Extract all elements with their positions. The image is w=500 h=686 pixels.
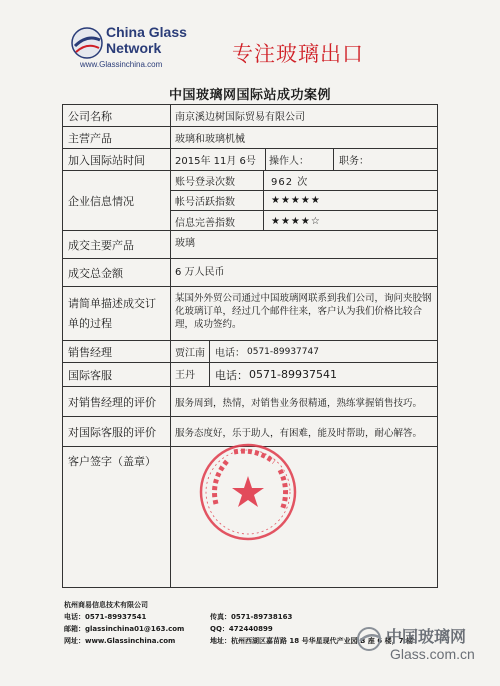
sales-eval-label: 对销售经理的评价 xyxy=(63,387,171,416)
footer-fax: 传真：0571-89738163 xyxy=(210,613,293,621)
row-products xyxy=(63,127,437,149)
company-value: 南京溪边树国际贸易有限公司 xyxy=(175,112,305,123)
divider xyxy=(333,149,334,170)
deal-amount-value: 6 万人民币 xyxy=(175,267,225,278)
join-value: 2015年 11月 6号 xyxy=(175,156,256,167)
document-title: 中国玻璃网国际站成功案例 xyxy=(168,88,331,103)
sales-manager-phone: 0571-89937747 xyxy=(247,346,319,357)
row-join-time xyxy=(63,149,437,171)
info-row-completeness xyxy=(171,211,437,231)
sales-manager-label: 销售经理 xyxy=(63,341,171,362)
divider xyxy=(209,363,210,386)
position-label: 职务： xyxy=(339,156,369,167)
footer-qq: QQ：472440899 xyxy=(210,625,273,633)
footer-phone: 电话：0571-89937541 xyxy=(64,613,147,621)
footer-email: 邮箱：glassinchina01@163.com xyxy=(64,625,185,633)
watermark-line2: Glass.com.cn xyxy=(390,646,475,662)
star-rating: ★★★★☆ xyxy=(271,215,321,227)
service-eval-value: 服务态度好，乐于助人，有困难，能及时帮助，耐心解答。 xyxy=(175,427,423,439)
operator-label: 操作人： xyxy=(269,156,309,167)
sales-eval-value: 服务周到，热情，对销售业务很精通，熟练掌握销售技巧。 xyxy=(175,397,423,409)
sales-manager-name: 贾江南 xyxy=(175,348,205,359)
brand-url: www.Glassinchina.com xyxy=(80,60,163,69)
company-label: 公司名称 xyxy=(63,105,171,126)
row-sales-manager xyxy=(63,341,437,363)
footer-address: 地址：杭州西湖区嘉苗路 18 号华星现代产业园 B 座 6 楼，7 楼 xyxy=(210,637,413,645)
star-rating: ★★★★★ xyxy=(271,195,321,206)
intl-service-label: 国际客服 xyxy=(63,363,171,386)
info-row-activity xyxy=(171,191,437,211)
products-label: 主营产品 xyxy=(63,127,171,148)
intl-service-phone: 0571-89937541 xyxy=(249,368,337,381)
watermark-line1: 中国玻璃网 xyxy=(386,627,467,646)
row-deal-amount xyxy=(63,259,437,287)
intl-service-name: 王丹 xyxy=(175,370,195,381)
globe-logo-icon xyxy=(70,26,104,60)
service-eval-label: 对国际客服的评价 xyxy=(63,417,171,446)
brand-line1: China Glass xyxy=(106,24,187,40)
products-value: 玻璃和玻璃机械 xyxy=(175,134,245,145)
row-company-info xyxy=(63,171,437,231)
deal-products-label: 成交主要产品 xyxy=(63,231,171,258)
divider xyxy=(209,341,210,362)
row-sales-eval xyxy=(63,387,437,417)
info-value: 962 次 xyxy=(271,177,309,188)
sales-manager-phone-label: 电话： xyxy=(215,348,245,359)
intl-service-phone-label: 电话： xyxy=(215,368,248,382)
info-key: 账号登录次数 xyxy=(171,171,264,190)
deal-products-value: 玻璃 xyxy=(175,238,195,249)
brand-line2: Network xyxy=(106,40,162,56)
row-process xyxy=(63,287,437,341)
footer-website: 网址：www.Glassinchina.com xyxy=(64,637,176,645)
info-key: 帐号活跃指数 xyxy=(171,191,264,210)
signature-label: 客户签字（盖章） xyxy=(63,447,171,587)
watermark-logo-icon xyxy=(356,626,382,652)
process-label-line2: 单的过程 xyxy=(68,316,112,330)
footer-company: 杭州商易信息技术有限公司 xyxy=(64,601,148,609)
row-intl-service xyxy=(63,363,437,387)
divider xyxy=(265,149,266,170)
process-label xyxy=(63,287,171,340)
info-key: 信息完善指数 xyxy=(171,211,264,231)
china-glass-logo xyxy=(70,24,200,74)
info-row-logins xyxy=(171,171,437,191)
process-value: 某国外外贸公司通过中国玻璃网联系到我们公司，询问夹胶钢化玻璃订单，经过几个邮件往来，客户认为我们价格比较合理，成功签约。 xyxy=(175,293,432,330)
process-label-line1: 请简单描述成交订 xyxy=(68,296,156,310)
join-label: 加入国际站时间 xyxy=(63,149,171,170)
row-company xyxy=(63,105,437,127)
row-deal-products xyxy=(63,231,437,259)
slogan: 专注玻璃出口 xyxy=(232,42,364,66)
glass-watermark xyxy=(356,624,496,674)
company-seal-stamp xyxy=(196,440,300,544)
deal-amount-label: 成交总金额 xyxy=(63,259,171,286)
info-label: 企业信息情况 xyxy=(63,171,171,230)
